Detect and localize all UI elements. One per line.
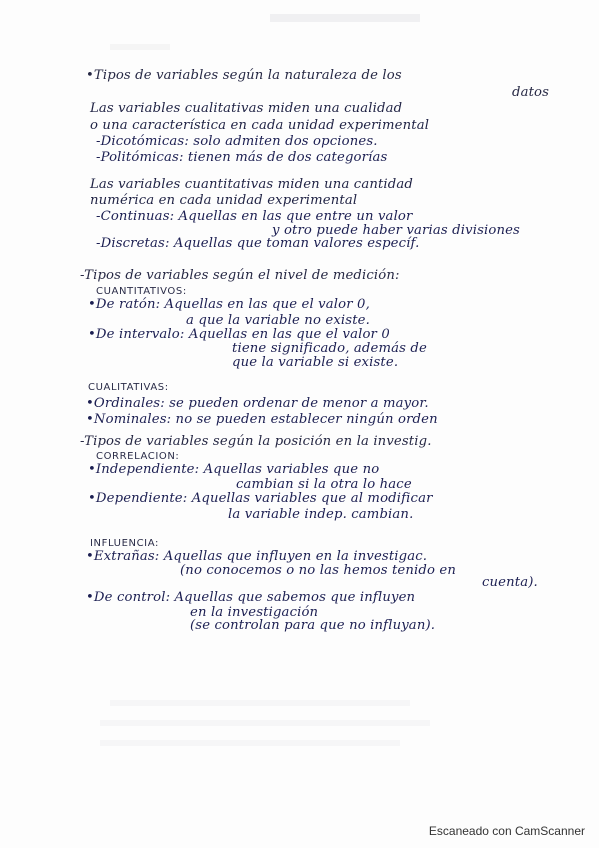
control-line2: en la investigación <box>190 605 319 620</box>
correlacion-label: CORRELACION: <box>96 451 180 462</box>
razon-line1: •De ratón: Aquellas en las que el valor 0, <box>88 297 370 312</box>
cuantitativas-definition-line2: numérica en cada unidad experimental <box>90 193 358 208</box>
section3-heading: -Tipos de variables según la posición en la investig. <box>80 434 432 449</box>
section1-heading-cont: datos <box>512 85 550 100</box>
continuas-line2: y otro puede haber varias divisiones <box>272 223 520 238</box>
control-line3: (se controlan para que no influyan). <box>190 618 436 633</box>
independiente-line1: •Independiente: Aquellas variables que no <box>88 462 380 477</box>
control-line1: •De control: Aquellas que sabemos que influyen <box>86 590 416 605</box>
cualitativas-label: CUALITATIVAS: <box>88 382 169 393</box>
politomicas-line: -Politómicas: tienen más de dos categorías <box>96 150 388 165</box>
dicotomicas-line: -Dicotómicas: solo admiten dos opciones. <box>96 134 378 149</box>
section1-heading: •Tipos de variables según la naturaleza de los <box>86 68 402 83</box>
scanner-watermark: Escaneado con CamScanner <box>428 824 585 838</box>
cualitativas-definition-line2: o una característica en cada unidad experimental <box>90 118 430 133</box>
independiente-line2: cambian si la otra lo hace <box>236 477 412 492</box>
nominales-line: •Nominales: no se pueden establecer ningún orden <box>86 412 438 427</box>
cuantitativos-label: CUANTITATIVOS: <box>96 286 187 297</box>
extranas-line3: cuenta). <box>482 575 538 590</box>
extranas-line2: (no conocemos o no las hemos tenido en <box>180 563 457 578</box>
cuantitativas-definition-line1: Las variables cuantitativas miden una cantidad <box>90 177 414 192</box>
section2-heading: -Tipos de variables según el nivel de medición: <box>80 268 400 283</box>
cualitativas-definition-line1: Las variables cualitativas miden una cualidad <box>90 101 403 116</box>
intervalo-line2: tiene significado, además de <box>232 341 427 356</box>
extranas-line1: •Extrañas: Aquellas que influyen en la investigac. <box>86 549 428 564</box>
dependiente-line2: la variable indep. cambian. <box>228 507 414 522</box>
intervalo-line3: que la variable si existe. <box>232 355 399 370</box>
discretas-line: -Discretas: Aquellas que toman valores específ. <box>96 236 420 251</box>
dependiente-line1: •Dependiente: Aquellas variables que al modificar <box>88 491 433 506</box>
ordinales-line: •Ordinales: se pueden ordenar de menor a mayor. <box>86 396 429 411</box>
intervalo-line1: •De intervalo: Aquellas en las que el valor 0 <box>88 327 390 342</box>
razon-line2: a que la variable no existe. <box>186 313 370 328</box>
influencia-label: INFLUENCIA: <box>90 538 159 549</box>
continuas-line1: -Continuas: Aquellas en las que entre un valor <box>96 209 413 224</box>
